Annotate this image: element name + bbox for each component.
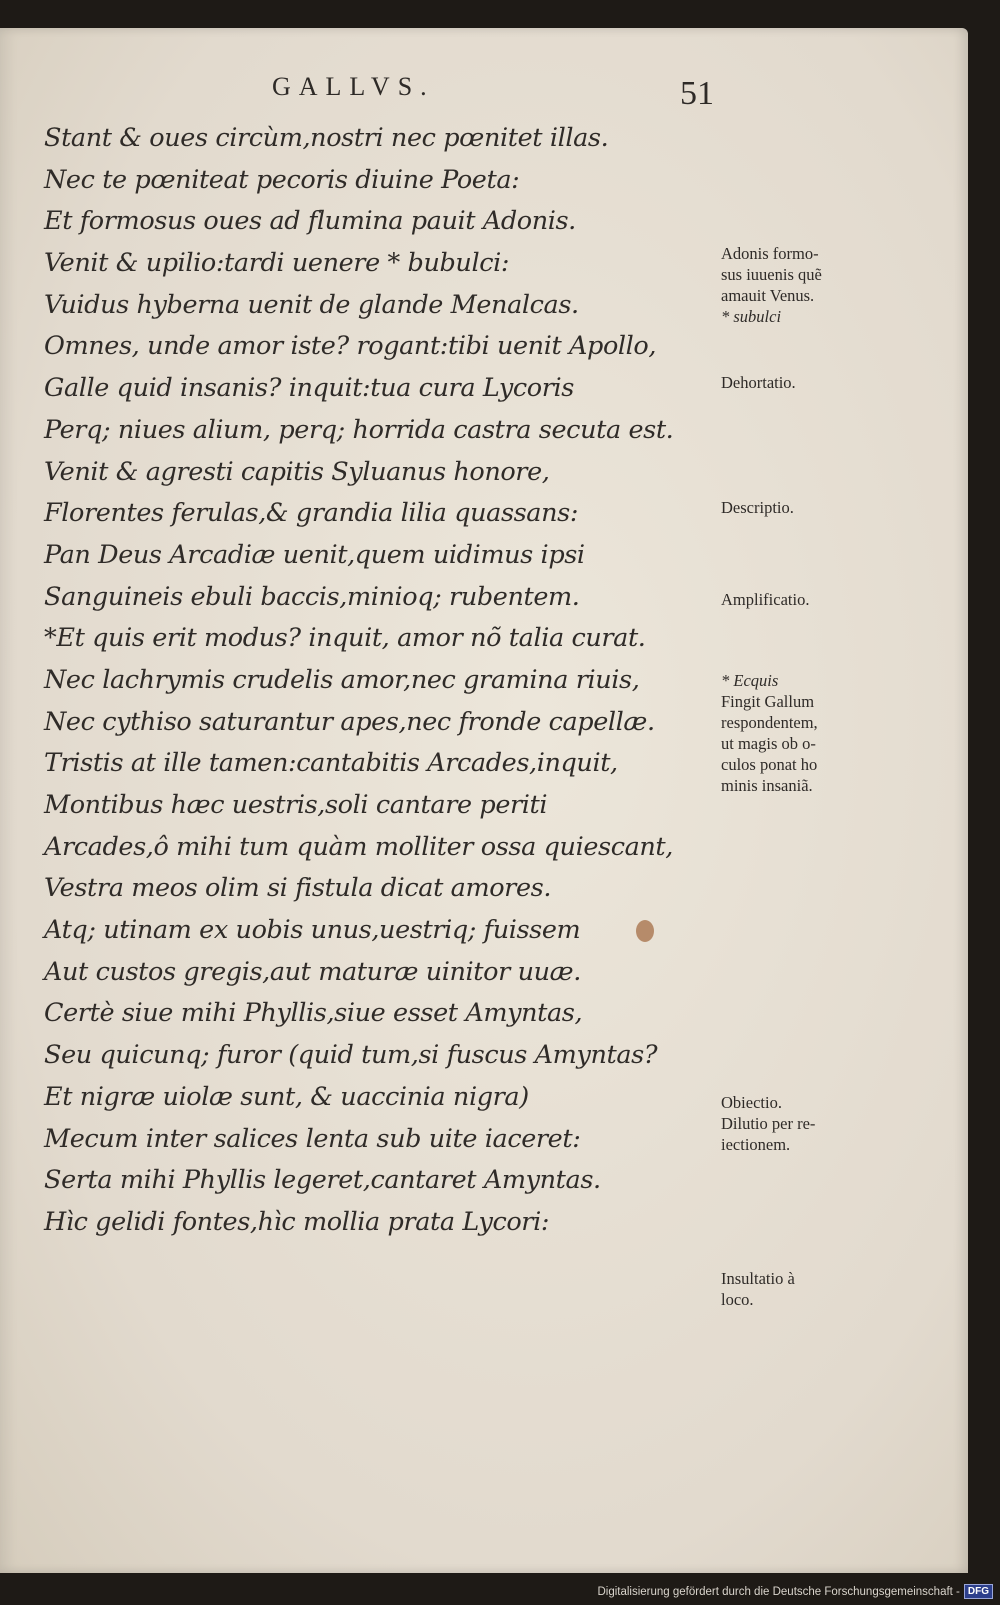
note-line: Insultatio à (721, 1269, 795, 1288)
note-line: loco. (721, 1290, 754, 1309)
note-line: * Ecquis (721, 671, 779, 690)
page-number: 51 (680, 75, 714, 112)
note-line: ut magis ob o- (721, 734, 816, 753)
verse-line: Hìc gelidi fontes,hìc mollia prata Lycori: (44, 1206, 550, 1237)
verse-line: Nec cythiso saturantur apes,nec fronde capellæ. (44, 706, 655, 737)
verse-line: Mecum inter salices lenta sub uite iaceret: (44, 1123, 581, 1154)
verse-block (44, 118, 704, 1244)
note-line: iectionem. (721, 1135, 791, 1154)
note-line: respondentem, (721, 713, 818, 732)
verse-line: Et formosus oues ad flumina pauit Adonis. (44, 206, 576, 237)
margin-note-ecquis (721, 670, 869, 796)
footer (597, 1584, 993, 1599)
verse-line: Aut custos gregis,aut maturæ uinitor uuæ. (44, 956, 581, 987)
verse-line: Perq; niues alium, perq; horrida castra secuta est. (44, 414, 674, 445)
verse-line: Stant & oues circùm,nostri nec pœnitet illas. (44, 123, 609, 153)
verse-line: Atq; utinam ex uobis unus,uestriq; fuissem (44, 915, 581, 946)
verse-line: Montibus hæc uestris,soli cantare periti (44, 790, 548, 820)
verse-line: Arcades,ô mihi tum quàm molliter ossa quiescant, (44, 831, 673, 862)
dfg-logo-icon: DFG (964, 1584, 993, 1599)
verse-line: Venit & agresti capitis Syluanus honore, (44, 456, 550, 487)
note-line: sus iuuenis quẽ (721, 265, 822, 284)
note-line: * subulci (721, 307, 782, 326)
verse-line: Serta mihi Phyllis legeret,cantaret Amyntas. (44, 1165, 601, 1196)
verse-line: Galle quid insanis? inquit:tua cura Lycoris (44, 373, 574, 404)
verse-line: Sanguineis ebuli baccis,minioq; rubentem. (44, 581, 580, 612)
verse-line: Seu quicunq; furor (quid tum,si fuscus Amyntas? (44, 1040, 658, 1071)
ink-stain (636, 920, 654, 942)
margin-note-descriptio: Descriptio. (721, 498, 794, 517)
verse-line: Pan Deus Arcadiæ uenit,quem uidimus ipsi (44, 539, 585, 570)
note-line: Dilutio per re- (721, 1114, 816, 1133)
margin-note-insultatio (721, 1268, 869, 1310)
running-head: GALLVS. (272, 72, 435, 101)
note-line: amauit Venus. (721, 286, 815, 305)
note-line: Obiectio. (721, 1093, 782, 1112)
margin-note-dehortatio: Dehortatio. (721, 373, 796, 392)
verse-line: Tristis at ille tamen:cantabitis Arcades,inquit, (44, 748, 618, 779)
verse-line: Omnes, unde amor iste? rogant:tibi uenit Apollo, (44, 331, 657, 362)
verse-line: Vestra meos olim si fistula dicat amores. (44, 873, 552, 904)
verse-line: Nec lachrymis crudelis amor,nec gramina riuis, (44, 664, 640, 695)
margin-note-obiectio (721, 1092, 869, 1155)
note-line: Adonis formo- (721, 244, 819, 263)
verse-line: *Et quis erit modus? inquit, amor nõ talia curat. (44, 623, 646, 654)
verse-line: Certè siue mihi Phyllis,siue esset Amyntas, (44, 998, 583, 1029)
note-line: minis insaniã. (721, 776, 813, 795)
verse-line: Vuidus hyberna uenit de glande Menalcas. (44, 289, 579, 320)
verse-line: Florentes ferulas,& grandia lilia quassans: (44, 498, 579, 529)
funding-notice: Digitalisierung gefördert durch die Deutsche Forschungsgemeinschaft - (597, 1585, 960, 1598)
verse-line: Venit & upilio:tardi uenere * bubulci: (44, 248, 510, 279)
note-line: Fingit Gallum (721, 692, 815, 711)
verse-line: Nec te pœniteat pecoris diuine Poeta: (44, 164, 520, 195)
note-line: culos ponat ho (721, 755, 818, 774)
margin-note-amplificatio: Amplificatio. (721, 590, 810, 609)
verse-line: Et nigræ uiolæ sunt, & uaccinia nigra) (44, 1081, 529, 1112)
margin-note-adonis (721, 243, 869, 327)
